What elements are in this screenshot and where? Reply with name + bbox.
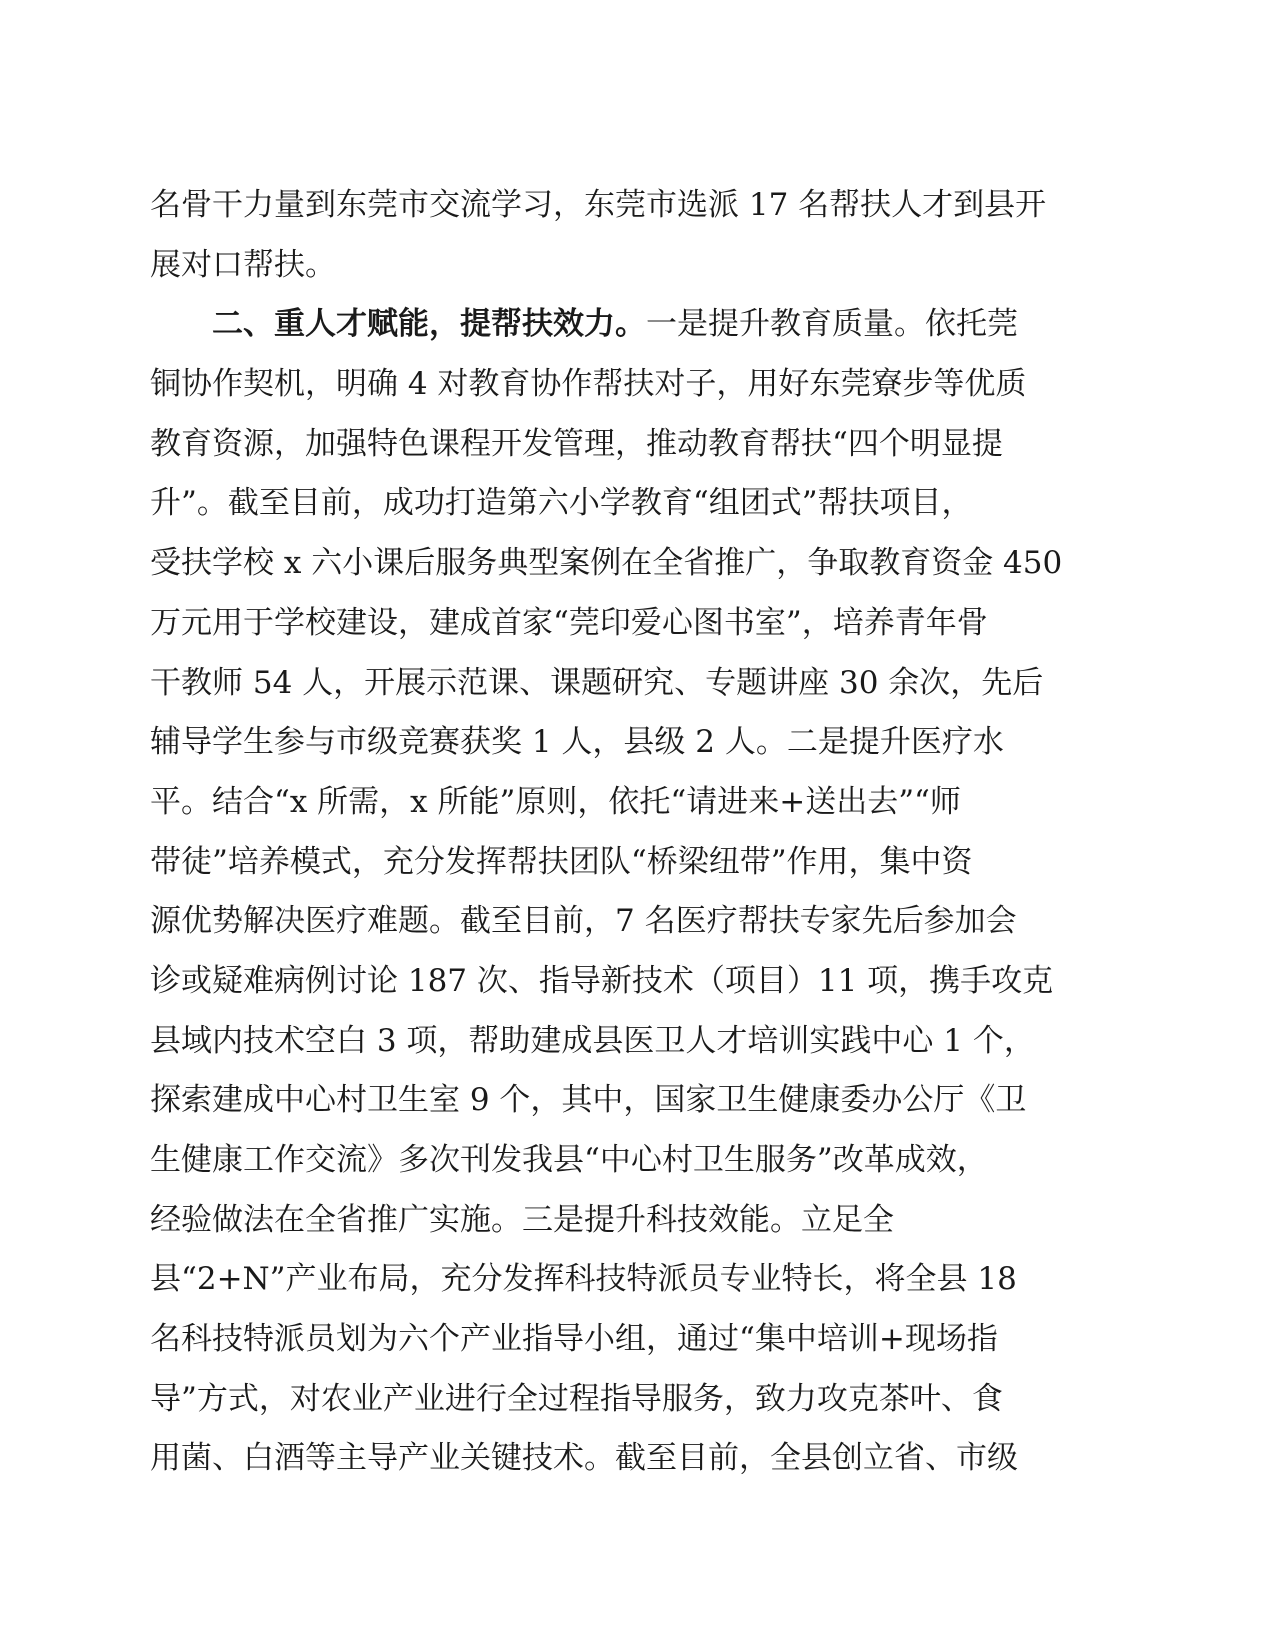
- text-line: 辅导学生参与市级竞赛获奖 1 人，县级 2 人。二是提升医疗水: [150, 724, 1004, 761]
- text-line: 县“2+N”产业布局，充分发挥科技特派员专业特长，将全县 18: [150, 1261, 1017, 1298]
- text-line: 万元用于学校建设，建成首家“莞印爱心图书室”，培养青年骨: [150, 604, 988, 641]
- text-line-rest: 一是提升教育质量。依托莞: [646, 306, 1018, 343]
- text-line: 诊或疑难病例讨论 187 次、指导新技术（项目）11 项，携手攻克: [150, 962, 1054, 999]
- text-line: 平。结合“x 所需，x 所能”原则，依托“请进来+送出去”“师: [150, 783, 961, 820]
- text-line: 用菌、白酒等主导产业关键技术。截至目前，全县创立省、市级: [150, 1440, 1018, 1477]
- text-line: 受扶学校 x 六小课后服务典型案例在全省推广，争取教育资金 450: [150, 545, 1063, 582]
- section-heading: 二、重人才赋能，提帮扶效力。: [212, 306, 646, 343]
- text-line: 教育资源，加强特色课程开发管理，推动教育帮扶“四个明显提: [150, 425, 1003, 462]
- body-text: [150, 176, 1080, 1489]
- text-line: 导”方式，对农业产业进行全过程指导服务，致力攻克茶叶、食: [150, 1380, 1003, 1417]
- text-line: 干教师 54 人，开展示范课、课题研究、专题讲座 30 余次，先后: [150, 664, 1044, 701]
- text-line: 县域内技术空白 3 项，帮助建成县医卫人才培训实践中心 1 个，: [150, 1022, 1035, 1059]
- text-line: 生健康工作交流》多次刊发我县“中心村卫生服务”改革成效，: [150, 1142, 988, 1178]
- text-line: 展对口帮扶。: [150, 246, 336, 283]
- text-line: 探索建成中心村卫生室 9 个，其中，国家卫生健康委办公厅《卫: [150, 1082, 1027, 1119]
- text-line: 经验做法在全省推广实施。三是提升科技效能。立足全: [150, 1201, 894, 1238]
- text-line: 带徒”培养模式，充分发挥帮扶团队“桥梁纽带”作用，集中资: [150, 843, 973, 880]
- text-line: 源优势解决医疗难题。截至目前，7 名医疗帮扶专家先后参加会: [150, 903, 1017, 940]
- text-line: 升”。截至目前，成功打造第六小学教育“组团式”帮扶项目，: [150, 485, 973, 522]
- text-line: 名科技特派员划为六个产业指导小组，通过“集中培训+现场指: [150, 1321, 998, 1358]
- text-line: 名骨干力量到东莞市交流学习，东莞市选派 17 名帮扶人才到县开: [150, 187, 1047, 223]
- text-line: 铜协作契机，明确 4 对教育协作帮扶对子，用好东莞寮步等优质: [150, 366, 1027, 403]
- section-heading-line: [150, 295, 1080, 355]
